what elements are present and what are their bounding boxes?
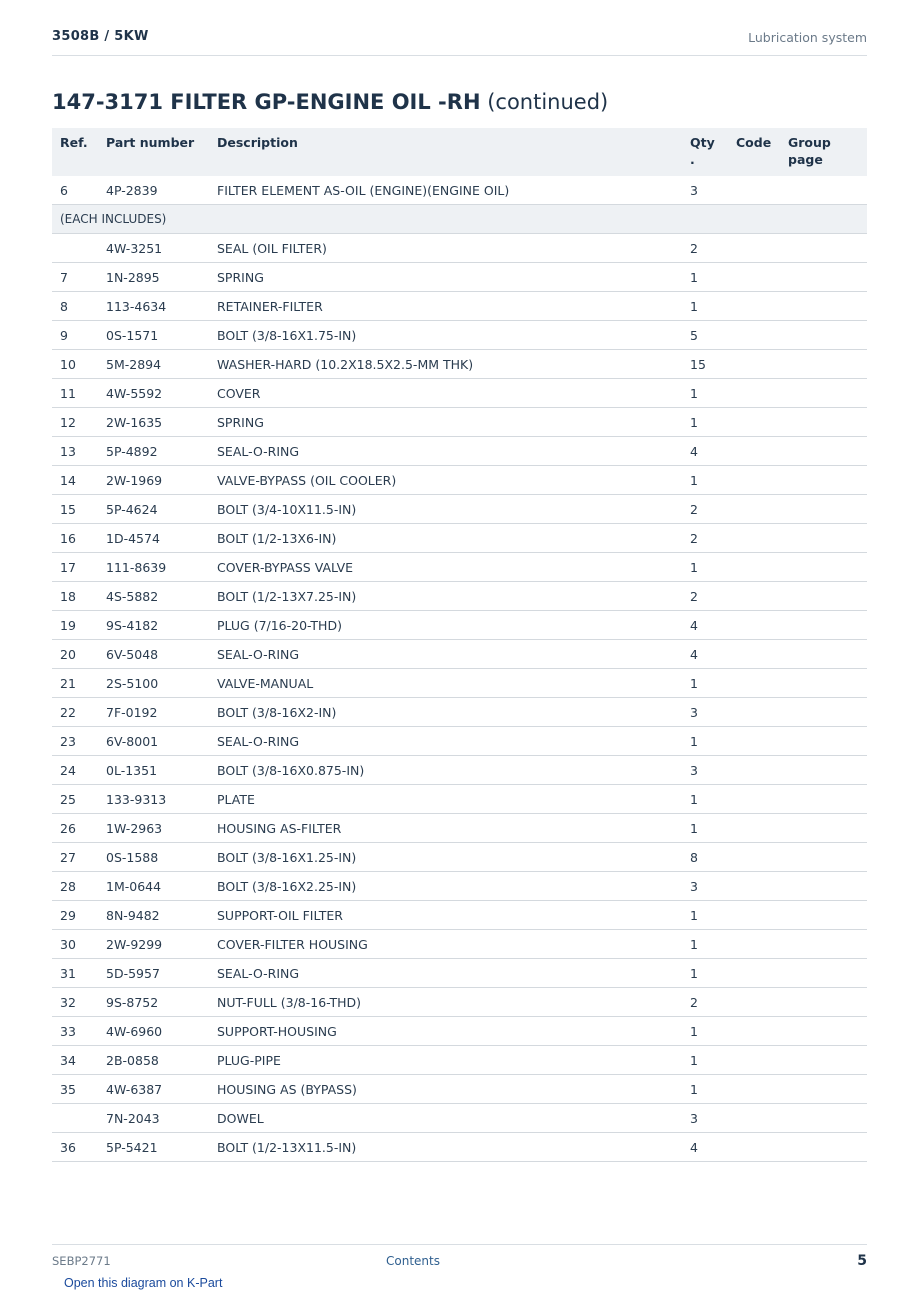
- group-page-cell: [780, 263, 867, 292]
- qty-cell: 4: [682, 611, 728, 640]
- ref-cell: 24: [52, 756, 98, 785]
- code-cell: [728, 843, 780, 872]
- col-description: Description: [209, 128, 682, 176]
- description-cell: PLUG (7/16-20-THD): [209, 611, 682, 640]
- part-number-cell: 2W-1969: [98, 466, 209, 495]
- col-part-number: Part number: [98, 128, 209, 176]
- description-cell: HOUSING AS-FILTER: [209, 814, 682, 843]
- part-number-cell: 4W-5592: [98, 379, 209, 408]
- group-page-cell: [780, 698, 867, 727]
- table-row: [52, 698, 867, 727]
- table-row: [52, 1133, 867, 1162]
- part-number-cell: 5P-4624: [98, 495, 209, 524]
- ref-cell: 21: [52, 669, 98, 698]
- ref-cell: 26: [52, 814, 98, 843]
- group-page-cell: [780, 669, 867, 698]
- group-page-cell: [780, 1017, 867, 1046]
- ref-cell: 8: [52, 292, 98, 321]
- description-cell: BOLT (1/2-13X6-IN): [209, 524, 682, 553]
- table-row: [52, 611, 867, 640]
- part-number-cell: 5P-5421: [98, 1133, 209, 1162]
- ref-cell: 32: [52, 988, 98, 1017]
- qty-cell: 1: [682, 408, 728, 437]
- table-row: [52, 930, 867, 959]
- part-number-cell: 6V-8001: [98, 727, 209, 756]
- col-group-page: Group page: [780, 128, 867, 176]
- table-row: [52, 1104, 867, 1133]
- table-row: [52, 814, 867, 843]
- qty-cell: 4: [682, 437, 728, 466]
- qty-cell: 5: [682, 321, 728, 350]
- qty-cell: 1: [682, 1017, 728, 1046]
- table-body: [52, 176, 867, 1162]
- code-cell: [728, 698, 780, 727]
- description-cell: SUPPORT-HOUSING: [209, 1017, 682, 1046]
- doc-id: SEBP2771: [52, 1254, 111, 1268]
- table-row: [52, 872, 867, 901]
- page-header: [52, 29, 867, 56]
- group-page-cell: [780, 640, 867, 669]
- code-cell: [728, 640, 780, 669]
- table-row: [52, 727, 867, 756]
- group-page-cell: [780, 756, 867, 785]
- ref-cell: 29: [52, 901, 98, 930]
- qty-cell: 1: [682, 553, 728, 582]
- part-number-cell: 1W-2963: [98, 814, 209, 843]
- part-number-cell: 4W-6387: [98, 1075, 209, 1104]
- col-ref: Ref.: [52, 128, 98, 176]
- table-row: [52, 379, 867, 408]
- description-cell: BOLT (3/8-16X0.875-IN): [209, 756, 682, 785]
- qty-cell: 1: [682, 1075, 728, 1104]
- qty-cell: 2: [682, 234, 728, 263]
- part-number-cell: 2B-0858: [98, 1046, 209, 1075]
- table-row: [52, 553, 867, 582]
- code-cell: [728, 321, 780, 350]
- part-number-cell: 0S-1588: [98, 843, 209, 872]
- group-page-cell: [780, 553, 867, 582]
- part-number-cell: 1D-4574: [98, 524, 209, 553]
- qty-cell: 4: [682, 1133, 728, 1162]
- table-row: [52, 1075, 867, 1104]
- code-cell: [728, 785, 780, 814]
- code-cell: [728, 582, 780, 611]
- description-cell: BOLT (3/8-16X2-IN): [209, 698, 682, 727]
- group-page-cell: [780, 872, 867, 901]
- code-cell: [728, 1104, 780, 1133]
- group-page-cell: [780, 408, 867, 437]
- description-cell: SEAL-O-RING: [209, 437, 682, 466]
- code-cell: [728, 901, 780, 930]
- description-cell: BOLT (3/4-10X11.5-IN): [209, 495, 682, 524]
- code-cell: [728, 292, 780, 321]
- table-row: [52, 437, 867, 466]
- ref-cell: 10: [52, 350, 98, 379]
- part-number-cell: 4W-6960: [98, 1017, 209, 1046]
- title-main: 147-3171 FILTER GP-ENGINE OIL -RH: [52, 90, 481, 114]
- table-row: [52, 292, 867, 321]
- part-number-cell: 9S-4182: [98, 611, 209, 640]
- qty-cell: 1: [682, 379, 728, 408]
- group-page-cell: [780, 814, 867, 843]
- code-cell: [728, 495, 780, 524]
- description-cell: SEAL-O-RING: [209, 640, 682, 669]
- group-page-cell: [780, 988, 867, 1017]
- parts-table: [52, 128, 867, 1162]
- ref-cell: 14: [52, 466, 98, 495]
- code-cell: [728, 988, 780, 1017]
- description-cell: SEAL-O-RING: [209, 959, 682, 988]
- qty-cell: 1: [682, 814, 728, 843]
- description-cell: SEAL-O-RING: [209, 727, 682, 756]
- code-cell: [728, 814, 780, 843]
- code-cell: [728, 1133, 780, 1162]
- group-page-cell: [780, 379, 867, 408]
- qty-cell: 8: [682, 843, 728, 872]
- code-cell: [728, 553, 780, 582]
- part-number-cell: 0L-1351: [98, 756, 209, 785]
- part-number-cell: 113-4634: [98, 292, 209, 321]
- table-row: [52, 1017, 867, 1046]
- description-cell: BOLT (3/8-16X1.25-IN): [209, 843, 682, 872]
- code-cell: [728, 379, 780, 408]
- table-row: [52, 321, 867, 350]
- code-cell: [728, 930, 780, 959]
- group-page-cell: [780, 321, 867, 350]
- qty-cell: 1: [682, 785, 728, 814]
- ref-cell: 17: [52, 553, 98, 582]
- qty-cell: 3: [682, 698, 728, 727]
- page-number: 5: [857, 1253, 867, 1269]
- part-number-cell: 1M-0644: [98, 872, 209, 901]
- code-cell: [728, 466, 780, 495]
- code-cell: [728, 756, 780, 785]
- code-cell: [728, 350, 780, 379]
- table-row: [52, 263, 867, 292]
- qty-cell: 3: [682, 756, 728, 785]
- table-row: [52, 350, 867, 379]
- part-number-cell: 4S-5882: [98, 582, 209, 611]
- group-page-cell: [780, 495, 867, 524]
- table-note-row: [52, 205, 867, 234]
- table-row: [52, 234, 867, 263]
- part-number-cell: 0S-1571: [98, 321, 209, 350]
- ref-cell: [52, 234, 98, 263]
- table-row: [52, 466, 867, 495]
- qty-cell: 1: [682, 292, 728, 321]
- code-cell: [728, 437, 780, 466]
- ref-cell: 7: [52, 263, 98, 292]
- code-cell: [728, 1046, 780, 1075]
- qty-cell: 2: [682, 582, 728, 611]
- col-code: Code: [728, 128, 780, 176]
- group-page-cell: [780, 582, 867, 611]
- part-number-cell: 8N-9482: [98, 901, 209, 930]
- ref-cell: 33: [52, 1017, 98, 1046]
- group-page-cell: [780, 843, 867, 872]
- code-cell: [728, 1075, 780, 1104]
- table-header-row: [52, 128, 867, 176]
- table-row: [52, 785, 867, 814]
- description-cell: PLUG-PIPE: [209, 1046, 682, 1075]
- description-cell: NUT-FULL (3/8-16-THD): [209, 988, 682, 1017]
- table-row: [52, 1046, 867, 1075]
- part-number-cell: 9S-8752: [98, 988, 209, 1017]
- group-page-cell: [780, 437, 867, 466]
- qty-cell: 1: [682, 669, 728, 698]
- qty-cell: 2: [682, 524, 728, 553]
- group-page-cell: [780, 611, 867, 640]
- col-qty: Qty .: [682, 128, 728, 176]
- group-page-cell: [780, 524, 867, 553]
- qty-cell: 1: [682, 930, 728, 959]
- ref-cell: [52, 1104, 98, 1133]
- part-number-cell: 2W-9299: [98, 930, 209, 959]
- table-row: [52, 640, 867, 669]
- ref-cell: 12: [52, 408, 98, 437]
- part-number-cell: 2S-5100: [98, 669, 209, 698]
- part-number-cell: 2W-1635: [98, 408, 209, 437]
- description-cell: COVER-BYPASS VALVE: [209, 553, 682, 582]
- ref-cell: 36: [52, 1133, 98, 1162]
- description-cell: COVER-FILTER HOUSING: [209, 930, 682, 959]
- table-row: [52, 582, 867, 611]
- group-page-cell: [780, 1046, 867, 1075]
- group-page-cell: [780, 959, 867, 988]
- description-cell: RETAINER-FILTER: [209, 292, 682, 321]
- description-cell: BOLT (1/2-13X7.25-IN): [209, 582, 682, 611]
- description-cell: VALVE-BYPASS (OIL COOLER): [209, 466, 682, 495]
- ref-cell: 13: [52, 437, 98, 466]
- qty-cell: 1: [682, 727, 728, 756]
- description-cell: COVER: [209, 379, 682, 408]
- qty-cell: 15: [682, 350, 728, 379]
- table-row: [52, 408, 867, 437]
- group-page-cell: [780, 466, 867, 495]
- description-cell: VALVE-MANUAL: [209, 669, 682, 698]
- ref-cell: 28: [52, 872, 98, 901]
- qty-cell: 2: [682, 495, 728, 524]
- ref-cell: 27: [52, 843, 98, 872]
- code-cell: [728, 611, 780, 640]
- ref-cell: 11: [52, 379, 98, 408]
- description-cell: SEAL (OIL FILTER): [209, 234, 682, 263]
- code-cell: [728, 872, 780, 901]
- qty-cell: 3: [682, 1104, 728, 1133]
- part-number-cell: 111-8639: [98, 553, 209, 582]
- group-page-cell: [780, 1104, 867, 1133]
- code-cell: [728, 669, 780, 698]
- table-row: [52, 901, 867, 930]
- group-page-cell: [780, 176, 867, 205]
- qty-cell: 3: [682, 176, 728, 205]
- table-row: [52, 524, 867, 553]
- group-page-cell: [780, 727, 867, 756]
- ref-cell: 9: [52, 321, 98, 350]
- ref-cell: 15: [52, 495, 98, 524]
- ref-cell: 35: [52, 1075, 98, 1104]
- description-cell: WASHER-HARD (10.2X18.5X2.5-MM THK): [209, 350, 682, 379]
- code-cell: [728, 959, 780, 988]
- qty-cell: 1: [682, 466, 728, 495]
- description-cell: SPRING: [209, 263, 682, 292]
- description-cell: BOLT (3/8-16X2.25-IN): [209, 872, 682, 901]
- model-label: 3508B / 5KW: [52, 29, 149, 44]
- ref-cell: 18: [52, 582, 98, 611]
- code-cell: [728, 408, 780, 437]
- ref-cell: 34: [52, 1046, 98, 1075]
- title-suffix: (continued): [487, 90, 609, 114]
- description-cell: DOWEL: [209, 1104, 682, 1133]
- group-page-cell: [780, 350, 867, 379]
- group-page-cell: [780, 930, 867, 959]
- qty-cell: 4: [682, 640, 728, 669]
- part-number-cell: 7N-2043: [98, 1104, 209, 1133]
- ref-cell: 25: [52, 785, 98, 814]
- ref-cell: 23: [52, 727, 98, 756]
- contents-link[interactable]: Contents: [386, 1254, 440, 1268]
- part-number-cell: 133-9313: [98, 785, 209, 814]
- table-row: [52, 959, 867, 988]
- code-cell: [728, 524, 780, 553]
- code-cell: [728, 176, 780, 205]
- ref-cell: 22: [52, 698, 98, 727]
- description-cell: PLATE: [209, 785, 682, 814]
- group-page-cell: [780, 292, 867, 321]
- group-page-cell: [780, 234, 867, 263]
- table-row: [52, 843, 867, 872]
- section-label: Lubrication system: [748, 30, 867, 45]
- qty-cell: 2: [682, 988, 728, 1017]
- ref-cell: 30: [52, 930, 98, 959]
- group-page-cell: [780, 901, 867, 930]
- kpart-link[interactable]: Open this diagram on K-Part: [64, 1276, 223, 1290]
- table-row: [52, 988, 867, 1017]
- page-footer: [52, 1244, 867, 1275]
- code-cell: [728, 1017, 780, 1046]
- code-cell: [728, 234, 780, 263]
- code-cell: [728, 263, 780, 292]
- table-row: [52, 495, 867, 524]
- part-number-cell: 5P-4892: [98, 437, 209, 466]
- table-row: [52, 669, 867, 698]
- part-number-cell: 4W-3251: [98, 234, 209, 263]
- qty-cell: 1: [682, 959, 728, 988]
- ref-cell: 31: [52, 959, 98, 988]
- part-number-cell: 1N-2895: [98, 263, 209, 292]
- part-number-cell: 6V-5048: [98, 640, 209, 669]
- description-cell: SPRING: [209, 408, 682, 437]
- qty-cell: 1: [682, 263, 728, 292]
- description-cell: BOLT (3/8-16X1.75-IN): [209, 321, 682, 350]
- part-number-cell: 5D-5957: [98, 959, 209, 988]
- code-cell: [728, 727, 780, 756]
- qty-cell: 3: [682, 872, 728, 901]
- ref-cell: 16: [52, 524, 98, 553]
- description-cell: FILTER ELEMENT AS-OIL (ENGINE)(ENGINE OIL): [209, 176, 682, 205]
- description-cell: BOLT (1/2-13X11.5-IN): [209, 1133, 682, 1162]
- qty-cell: 1: [682, 1046, 728, 1075]
- group-page-cell: [780, 1133, 867, 1162]
- ref-cell: 19: [52, 611, 98, 640]
- part-number-cell: 5M-2894: [98, 350, 209, 379]
- description-cell: HOUSING AS (BYPASS): [209, 1075, 682, 1104]
- part-number-cell: 7F-0192: [98, 698, 209, 727]
- table-row: [52, 756, 867, 785]
- group-page-cell: [780, 785, 867, 814]
- description-cell: SUPPORT-OIL FILTER: [209, 901, 682, 930]
- page-title: [52, 90, 608, 114]
- ref-cell: 6: [52, 176, 98, 205]
- group-page-cell: [780, 1075, 867, 1104]
- qty-cell: 1: [682, 901, 728, 930]
- part-number-cell: 4P-2839: [98, 176, 209, 205]
- ref-cell: 20: [52, 640, 98, 669]
- note-cell: (EACH INCLUDES): [52, 205, 867, 234]
- table-row: [52, 176, 867, 205]
